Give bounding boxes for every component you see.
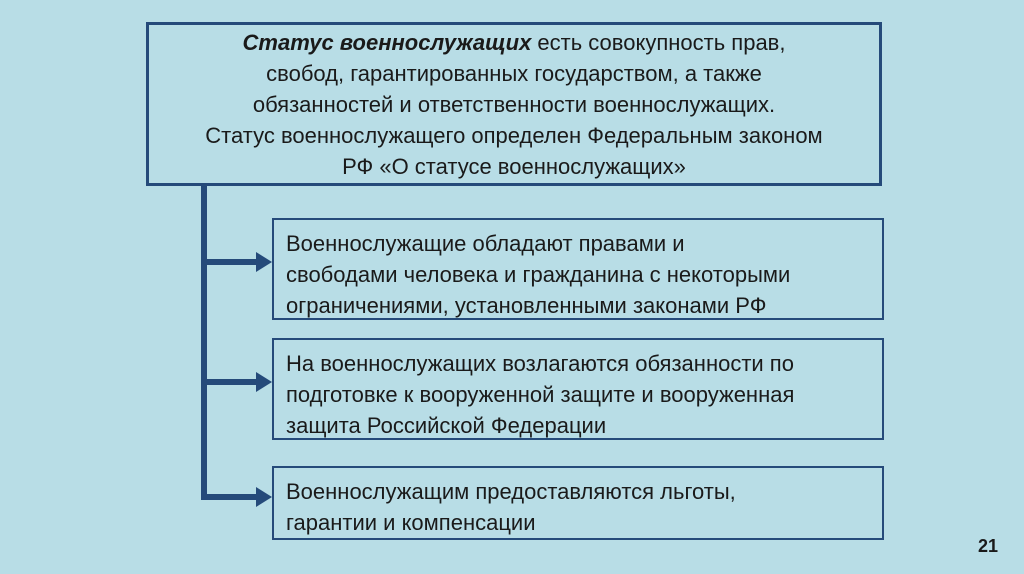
definition-line-4: Статус военнослужащего определен Федеральным законом xyxy=(205,122,823,148)
duties-line-2: подготовке к вооруженной защите и вооруженная xyxy=(286,382,795,407)
benefits-line-1: Военнослужащим предоставляются льготы, xyxy=(286,479,736,504)
rights-box xyxy=(272,218,884,320)
definition-line-5: РФ «О статусе военнослужащих» xyxy=(342,153,686,179)
rights-line-2: свободами человека и гражданина с некоторыми xyxy=(286,262,791,287)
arrowhead-2-icon xyxy=(256,372,272,392)
duties-line-3: защита Российской Федерации xyxy=(286,413,607,438)
arrowhead-3-icon xyxy=(256,487,272,507)
definition-term: Статус военнослужащих xyxy=(242,29,532,55)
page-number: 21 xyxy=(977,536,998,556)
benefits-line-2: гарантии и компенсации xyxy=(286,510,536,535)
duties-line-1: На военнослужащих возлагаются обязанности по xyxy=(286,351,794,376)
rights-line-3: ограничениями, установленными законами РФ xyxy=(286,293,767,318)
definition-line-2: свобод, гарантированных государством, а также xyxy=(266,60,762,86)
arrowhead-1-icon xyxy=(256,252,272,272)
duties-box xyxy=(272,338,884,440)
benefits-box xyxy=(272,466,884,540)
definition-line-1-text: есть совокупность прав, xyxy=(531,29,786,55)
definition-line-3: обязанностей и ответственности военнослужащих. xyxy=(252,91,776,117)
rights-line-1: Военнослужащие обладают правами и xyxy=(286,231,685,256)
